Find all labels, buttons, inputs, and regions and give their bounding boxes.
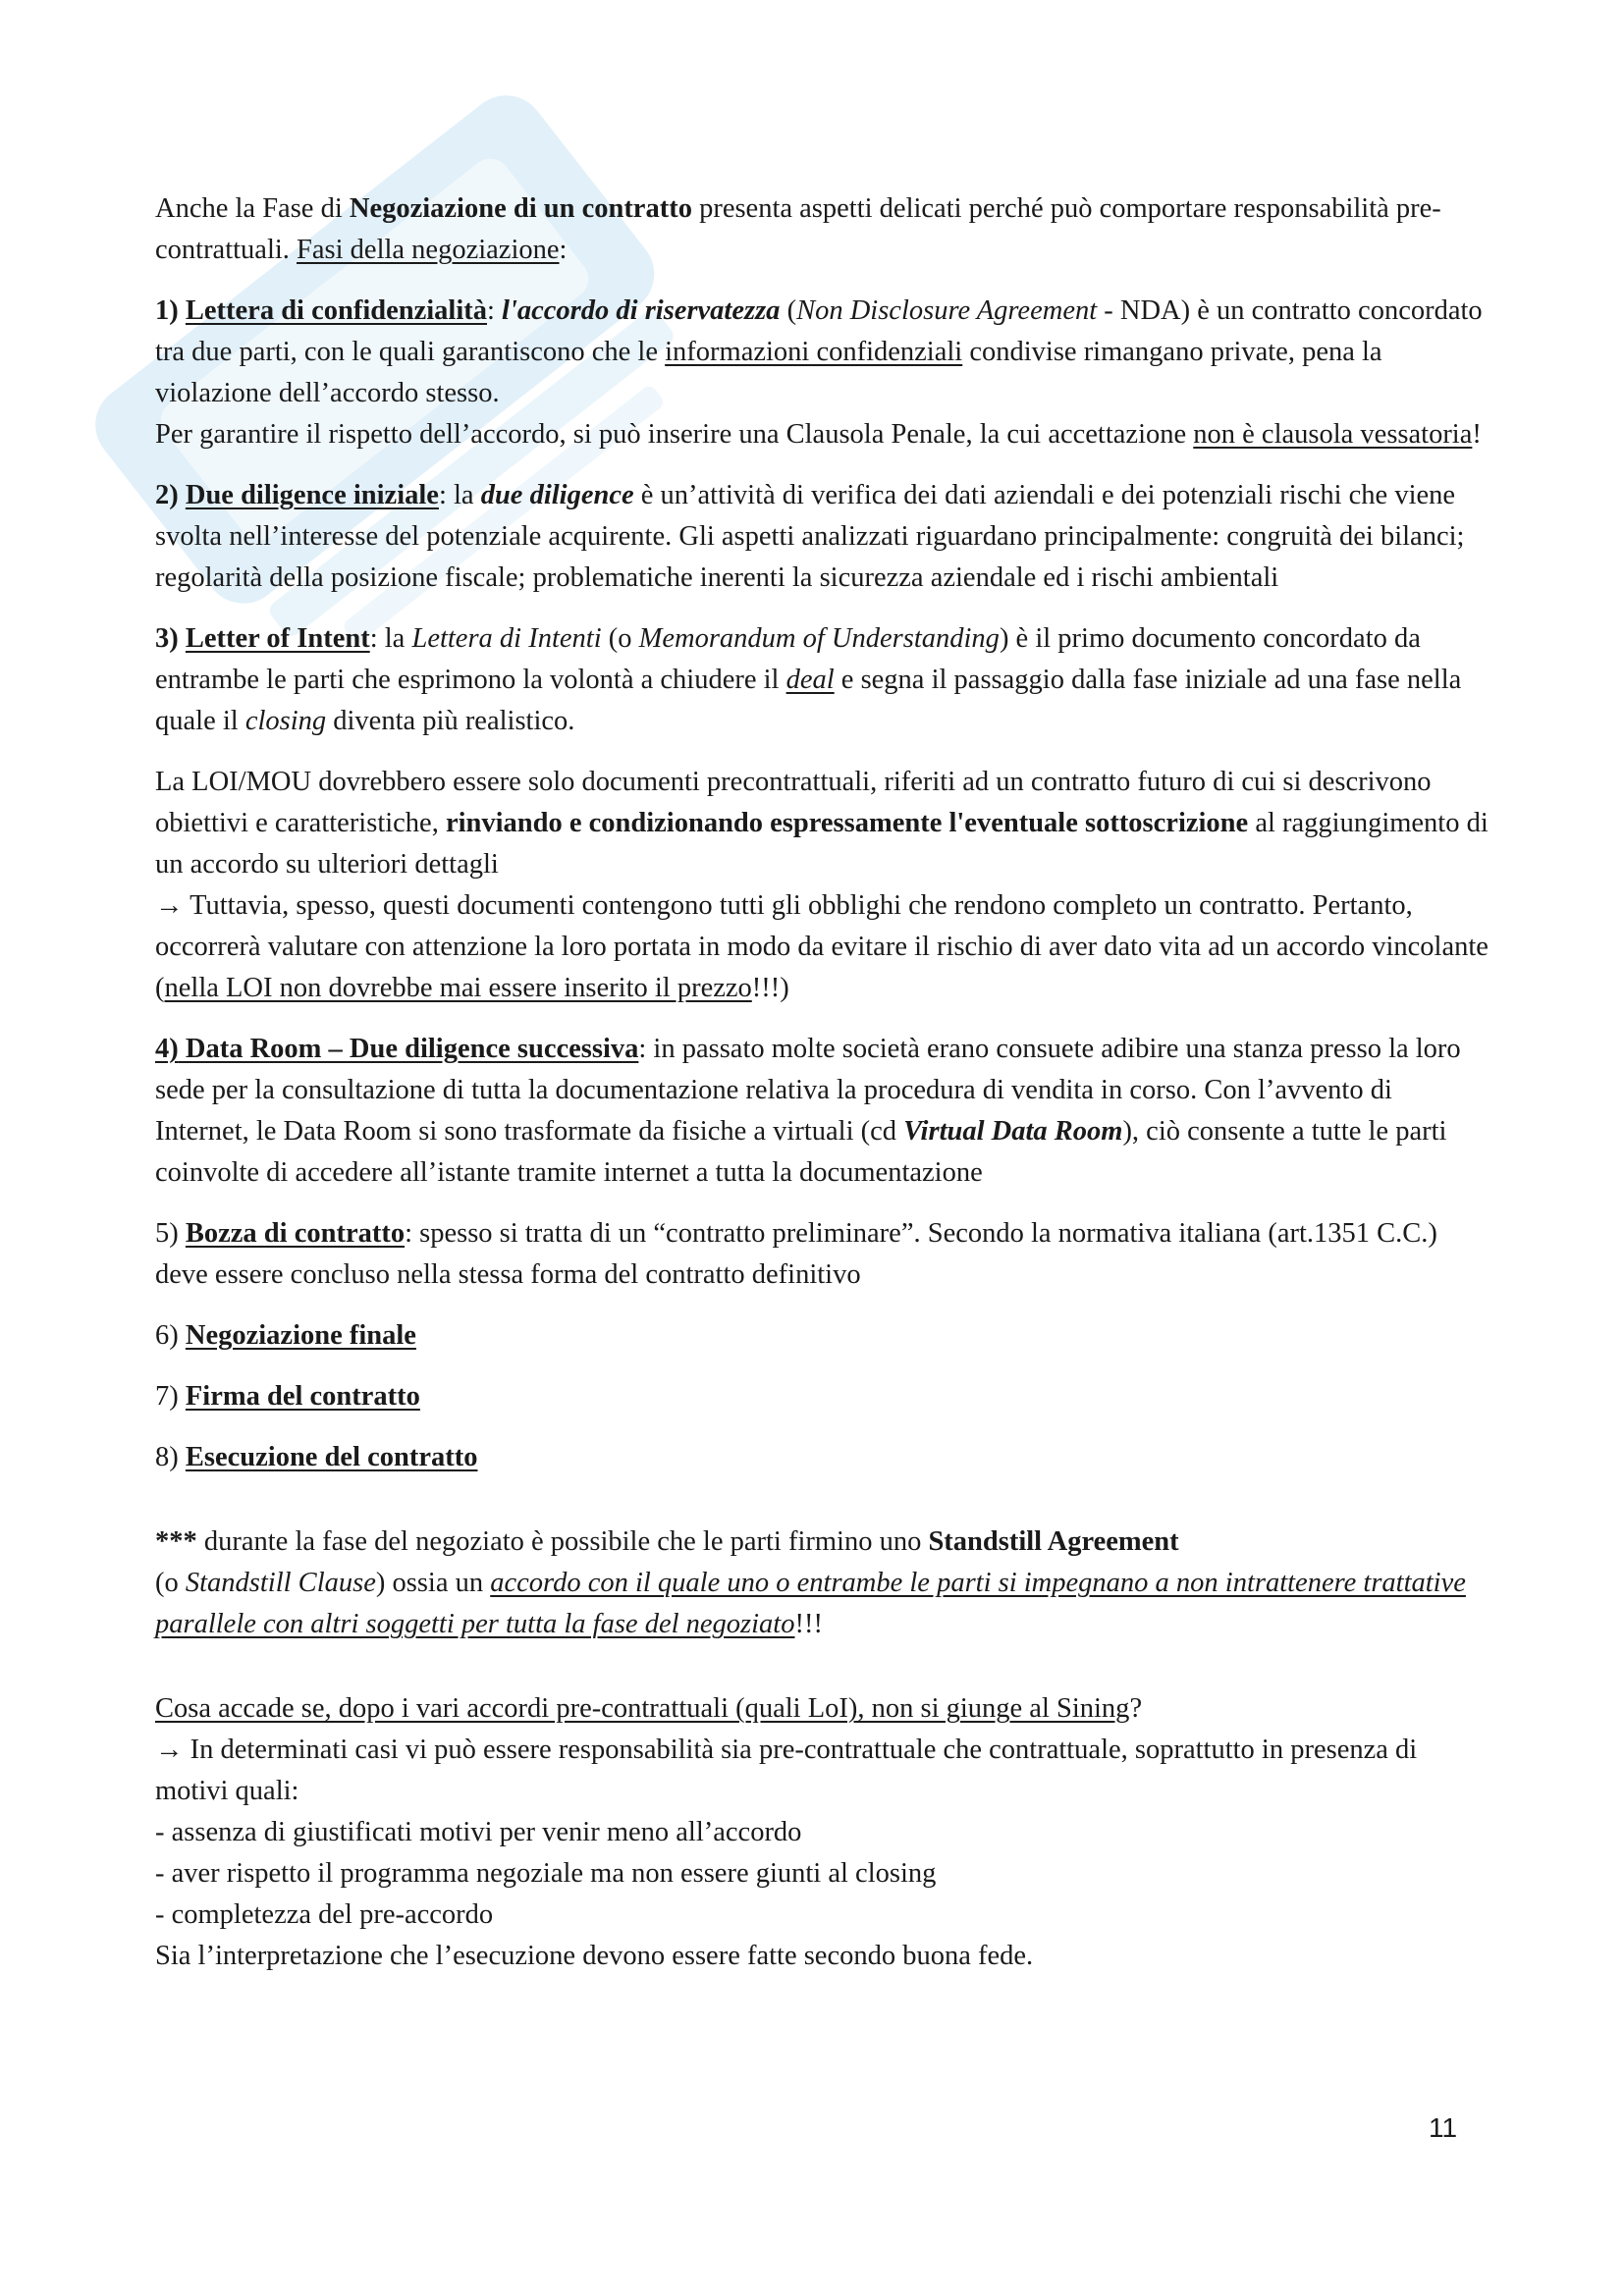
text: : la (438, 480, 481, 510)
text: : (487, 295, 503, 326)
section-title: Bozza di contratto (185, 1218, 406, 1249)
loi-paragraph-continued (155, 885, 1490, 1009)
text: Anche la Fase di (155, 193, 350, 224)
italic-term: Non Disclosure Agreement (796, 295, 1098, 326)
text: ( (780, 295, 797, 326)
text: : (638, 1034, 654, 1064)
text: condivise rimangano private, pena la violazione dell’accordo stesso. (155, 337, 1382, 408)
text: durante la fase del negoziato è possibile che le parti firmino uno (196, 1526, 929, 1557)
underlined-question: Cosa accade se, dopo i vari accordi pre-contrattuali (quali LoI), non si giunge al Sining (155, 1693, 1130, 1724)
text: ? (1129, 1693, 1143, 1724)
standstill-paragraph-continued (155, 1563, 1490, 1645)
text: Per garantire il rispetto dell’accordo, si può inserire una Clausola Penale, la cui accettazione (155, 419, 1194, 450)
text: !!!) (751, 973, 789, 1003)
text: (o (155, 1568, 186, 1598)
text: In determinati casi vi può essere responsabilità sia pre-contrattuale che contrattuale, soprattutto in presenza di motivi quali: (155, 1735, 1418, 1806)
section-4 (155, 1029, 1490, 1194)
text: al raggiungimento di un accordo su ulteriori dettagli (155, 808, 1489, 880)
section-number: 8) (155, 1442, 186, 1472)
answer-paragraph (155, 1730, 1490, 1812)
section-number: 6) (155, 1320, 186, 1351)
text: è un’attività di verifica dei dati aziendali e dei potenziali rischi che viene svolta nell’interesse del potenziale acquirente. Gli aspetti analizzati riguardano principalmente: congruità dei bilanci; regolarità della posizione fiscale; problematiche inerenti la sicurezza aziendale ed i rischi ambientali (155, 480, 1465, 593)
underlined-text: nella LOI non dovrebbe mai essere inserito il prezzo (164, 973, 752, 1003)
text: ), ciò consente a tutte le parti coinvolte di accedere all’istante tramite internet a tutta la documentazione (155, 1116, 1447, 1188)
text: : (559, 235, 568, 265)
section-1 (155, 291, 1490, 414)
underlined-text: informazioni confidenziali (665, 337, 963, 367)
text: - NDA) è un contratto concordato tra due parti, con le quali garantiscono che le (155, 295, 1483, 367)
text: ) ossia un (375, 1568, 491, 1598)
list-item: - completezza del pre-accordo (155, 1899, 494, 1930)
italic-underlined-term: deal (785, 665, 835, 695)
section-3 (155, 618, 1490, 742)
text: ) è il primo documento concordato da entrambe le parti che esprimono la volontà a chiudere il (155, 623, 1421, 695)
text: diventa più realistico. (326, 706, 575, 736)
list-item: - assenza di giustificati motivi per venir meno all’accordo (155, 1817, 802, 1847)
text: ! (1472, 419, 1482, 450)
text: La LOI/MOU dovrebbero essere solo documenti precontrattuali, riferiti ad un contratto futuro di cui si descrivono obiettivi e caratteristiche, (155, 767, 1432, 838)
section-number: 4) (155, 1034, 179, 1064)
section-number: 2) (155, 480, 186, 510)
bold-text: rinviando e condizionando espressamente l'eventuale sottoscrizione (445, 808, 1249, 838)
section-number: 7) (155, 1381, 186, 1412)
underlined-text: non è clausola vessatoria (1193, 419, 1473, 450)
text: presenta aspetti delicati perché può comportare responsabilità pre-contrattuali. (155, 193, 1441, 265)
arrow-right-icon: → (155, 1735, 184, 1765)
intro-paragraph (155, 188, 1490, 271)
italic-term: Memorandum of Understanding (638, 623, 1000, 654)
asterisks: *** (155, 1526, 197, 1557)
section-title: Lettera di confidenzialità (185, 295, 487, 326)
section-1-continued (155, 414, 1490, 455)
section-title: Esecuzione del contratto (185, 1442, 478, 1472)
section-7 (155, 1376, 1490, 1417)
section-number: 3) (155, 623, 186, 654)
section-title: Due diligence iniziale (185, 480, 439, 510)
text: e segna il passaggio dalla fase iniziale ad una fase nella quale il (155, 665, 1462, 736)
text: : spesso si tratta di un “contratto preliminare”. Secondo la normativa italiana (art.1351 C.C.) deve essere concluso nella stessa forma del contratto definitivo (155, 1218, 1437, 1290)
section-8 (155, 1437, 1490, 1478)
bold-term: Negoziazione di un contratto (349, 193, 692, 224)
section-title: Negoziazione finale (185, 1320, 416, 1351)
italic-term: Lettera di Intenti (411, 623, 602, 654)
page-number: 11 (1429, 2112, 1458, 2143)
question-paragraph (155, 1688, 1490, 1730)
section-number: 1) (155, 295, 186, 326)
key-term: due diligence (480, 480, 634, 510)
key-term: l'accordo di riservatezza (502, 295, 781, 326)
section-title: Letter of Intent (185, 623, 370, 654)
section-6 (155, 1315, 1490, 1357)
standstill-paragraph (155, 1522, 1490, 1563)
document-body (155, 188, 1490, 1977)
loi-paragraph (155, 762, 1490, 885)
section-title: Firma del contratto (185, 1381, 420, 1412)
text: in passato molte società erano consuete adibire una stanza presso la loro sede per la consultazione di tutta la documentazione relativa la procedura di vendita in corso. Con l’avvento di Internet, le Data Room si sono trasformate da fisiche a virtuali (cd (155, 1034, 1461, 1147)
closing-sentence: Sia l’interpretazione che l’esecuzione devono essere fatte secondo buona fede. (155, 1941, 1034, 1971)
bold-term: Standstill Agreement (928, 1526, 1179, 1557)
section-2 (155, 475, 1490, 599)
section-5 (155, 1213, 1490, 1296)
text: (o (601, 623, 639, 654)
section-number: 5) (155, 1218, 186, 1249)
text: Tuttavia, spesso, questi documenti contengono tutti gli obblighi che rendono completo un contratto. Pertanto, occorrerà valutare con attenzione la loro portata in modo da evitare il rischio di aver dato vita ad un accordo vincolante ( (155, 890, 1489, 1003)
list-item: - aver rispetto il programma negoziale ma non essere giunti al closing (155, 1858, 937, 1889)
text: !!! (794, 1609, 823, 1639)
italic-underlined-text: accordo con il quale uno o entrambe le parti si impegnano a non intrattenere trattative parallele con altri soggetti per tutta la fase del negoziato (155, 1568, 1466, 1639)
underlined-heading: Fasi della negoziazione (297, 235, 560, 265)
italic-term: Standstill Clause (185, 1568, 376, 1598)
italic-term: closing (244, 706, 327, 736)
key-term: Virtual Data Room (903, 1116, 1123, 1147)
arrow-right-icon: → (155, 890, 184, 921)
text: : la (369, 623, 412, 654)
section-title: Data Room – Due diligence successiva (178, 1034, 639, 1064)
